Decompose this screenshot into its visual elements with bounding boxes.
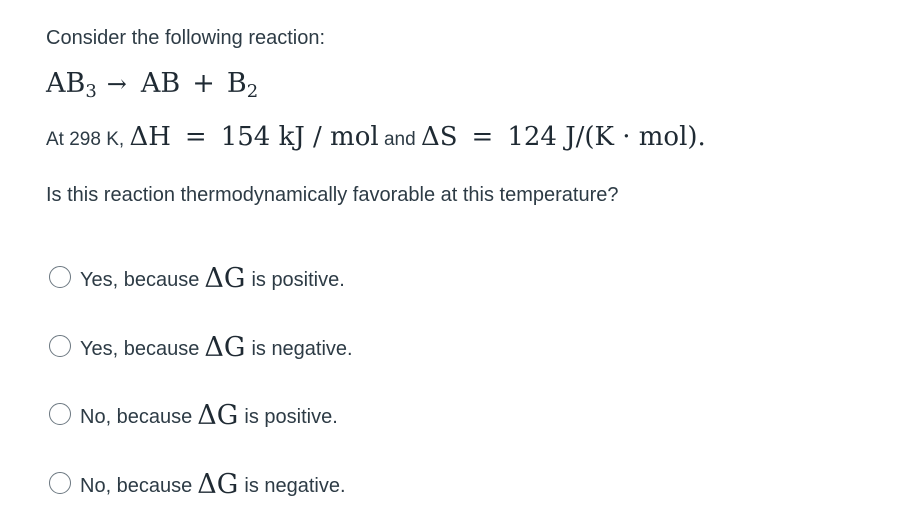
answer-option-2[interactable] <box>49 328 353 364</box>
product-2 <box>226 68 259 102</box>
answer-option-1[interactable] <box>49 259 345 295</box>
radio-button[interactable] <box>49 403 71 425</box>
option-suffix: is positive. <box>251 268 345 291</box>
delta-g-symbol: ΔG <box>197 399 239 431</box>
reactant-base: AB <box>46 68 86 99</box>
question-intro: Consider the following reaction: <box>46 27 326 49</box>
delta-g-symbol: ΔG <box>204 331 246 363</box>
product-2-base: B <box>226 68 247 99</box>
option-label <box>80 399 338 430</box>
delta-g-symbol: ΔG <box>204 262 246 294</box>
entropy-expression <box>421 122 706 152</box>
delta-g-symbol: ΔG <box>197 468 239 500</box>
delta-s-symbol: ΔS <box>420 122 458 152</box>
conditions-prefix: At 298 K, <box>46 129 125 150</box>
reaction-equation <box>46 68 258 102</box>
reaction-conditions <box>46 122 706 152</box>
reactant-subscript: 3 <box>85 81 97 102</box>
option-prefix: Yes, because <box>80 268 200 291</box>
question-prompt: Is this reaction thermodynamically favorable at this temperature? <box>46 184 619 206</box>
delta-h-value: 154 kJ / mol <box>220 122 379 152</box>
enthalpy-expression <box>129 122 378 152</box>
conditions-and: and <box>383 129 416 150</box>
equals-sign: = <box>184 122 207 152</box>
delta-h-symbol: ΔH <box>129 122 171 152</box>
answer-option-4[interactable] <box>49 465 346 501</box>
option-prefix: No, because <box>80 474 193 497</box>
reactant <box>46 68 97 102</box>
delta-s-value: 124 J/(K · mol). <box>507 122 706 152</box>
reaction-arrow: → <box>106 70 127 98</box>
option-suffix: is negative. <box>251 337 353 360</box>
plus-sign: + <box>192 68 215 99</box>
option-suffix: is negative. <box>244 474 346 497</box>
option-suffix: is positive. <box>244 405 338 428</box>
option-label <box>80 331 353 362</box>
option-prefix: Yes, because <box>80 337 200 360</box>
radio-button[interactable] <box>49 266 71 288</box>
option-prefix: No, because <box>80 405 193 428</box>
option-label <box>80 262 345 293</box>
radio-button[interactable] <box>49 335 71 357</box>
product-1: AB <box>140 68 181 99</box>
equals-sign: = <box>471 122 494 152</box>
answer-option-3[interactable] <box>49 396 338 432</box>
option-label <box>80 468 346 499</box>
product-2-subscript: 2 <box>246 81 259 102</box>
radio-button[interactable] <box>49 472 71 494</box>
